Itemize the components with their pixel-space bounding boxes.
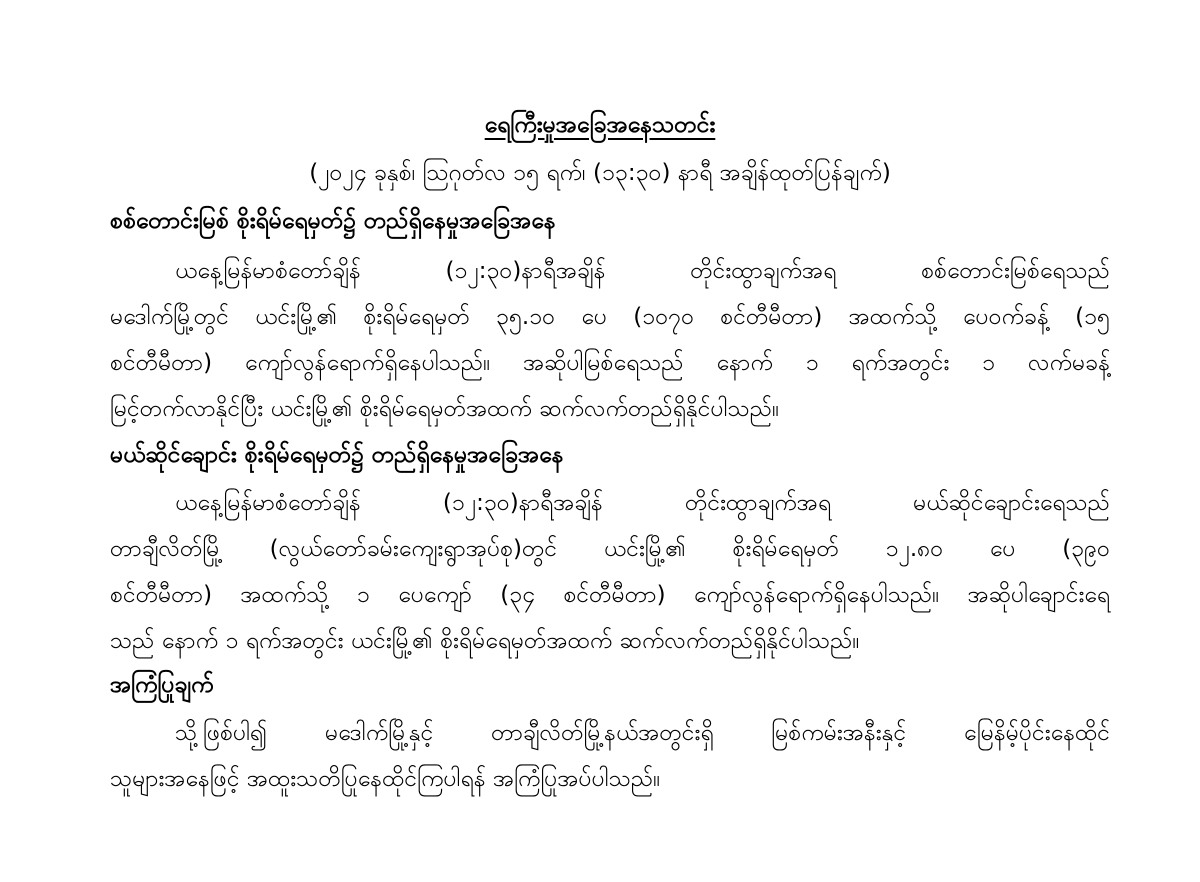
section3-line-1: သို့ဖြစ်ပါ၍ မဒေါက်မြို့နှင့် တာချီလိတ်မြို့နယ်အတွင်းရှိ မြစ်ကမ်းအနီးနှင့် မြေနိမ့်ပိုင်းနေထိုင်: [175, 720, 1110, 746]
section3-line-2: သူများအနေဖြင့် အထူးသတိပြုနေထိုင်ကြပါရန် အကြံပြုအပ်ပါသည်။: [110, 766, 661, 792]
document-title: ရေကြီးမှုအခြေအနေသတင်း: [484, 112, 716, 138]
section2-heading: မယ်ဆိုင်ချောင်း စိုးရိမ်ရေမှတ်၌ တည်ရှိနေမှုအခြေအနေ: [110, 442, 564, 468]
document-subtitle: (၂၀၂၄ ခုနှစ်၊ ဩဂုတ်လ ၁၅ ရက်၊ (၁၃:၃၀) နာရီ အချိန်ထုတ်ပြန်ချက်): [309, 160, 891, 186]
section1-line-2: မဒေါက်မြို့တွင် ယင်းမြို့၏ စိုးရိမ်ရေမှတ် ၃၅.၁၀ ပေ (၁၀၇၀ စင်တီမီတာ) အထက်သို့ ပေ၀က်ခန့် (၁၅: [110, 304, 1110, 330]
section2-line-2: တာချီလိတ်မြို့ (လွယ်တော်ခမ်းကျေးရွာအုပ်စု)တွင် ယင်းမြို့၏ စိုးရိမ်ရေမှတ် ၁၂.၈၀ ပေ (၃၉၀: [110, 536, 1110, 562]
section2-line-4: သည် နောက် ၁ ရက်အတွင်း ယင်းမြို့၏ စိုးရိမ်ရေမှတ်အထက် ဆက်လက်တည်ရှိနိုင်ပါသည်။: [110, 628, 860, 654]
section1-line-3: စင်တီမီတာ) ကျော်လွန်ရောက်ရှိနေပါသည်။ အဆိုပါမြစ်ရေသည် နောက် ၁ ရက်အတွင်း ၁ လက်မခန့်: [110, 350, 1110, 376]
section1-line-4: မြင့်တက်လာနိုင်ပြီး ယင်းမြို့၏ စိုးရိမ်ရေမှတ်အထက် ဆက်လက်တည်ရှိနိုင်ပါသည်။: [110, 396, 780, 422]
section1-line-1: ယနေ့မြန်မာစံတော်ချိန် (၁၂:၃၀)နာရီအချိန် တိုင်းထွာချက်အရ စစ်တောင်းမြစ်ရေသည်: [175, 258, 1110, 284]
section2-line-3: စင်တီမီတာ) အထက်သို့ ၁ ပေကျော် (၃၄ စင်တီမီတာ) ကျော်လွန်ရောက်ရှိနေပါသည်။ အဆိုပါချောင်းရေ: [110, 582, 1110, 608]
section1-heading: စစ်တောင်းမြစ် စိုးရိမ်ရေမှတ်၌ တည်ရှိနေမှုအခြေအနေ: [110, 208, 556, 234]
section3-heading: အကြံပြုချက်: [110, 672, 214, 698]
section2-line-1: ယနေ့မြန်မာစံတော်ချိန် (၁၂:၃၀)နာရီအချိန် တိုင်းထွာချက်အရ မယ်ဆိုင်ချောင်းရေသည်: [175, 490, 1110, 516]
